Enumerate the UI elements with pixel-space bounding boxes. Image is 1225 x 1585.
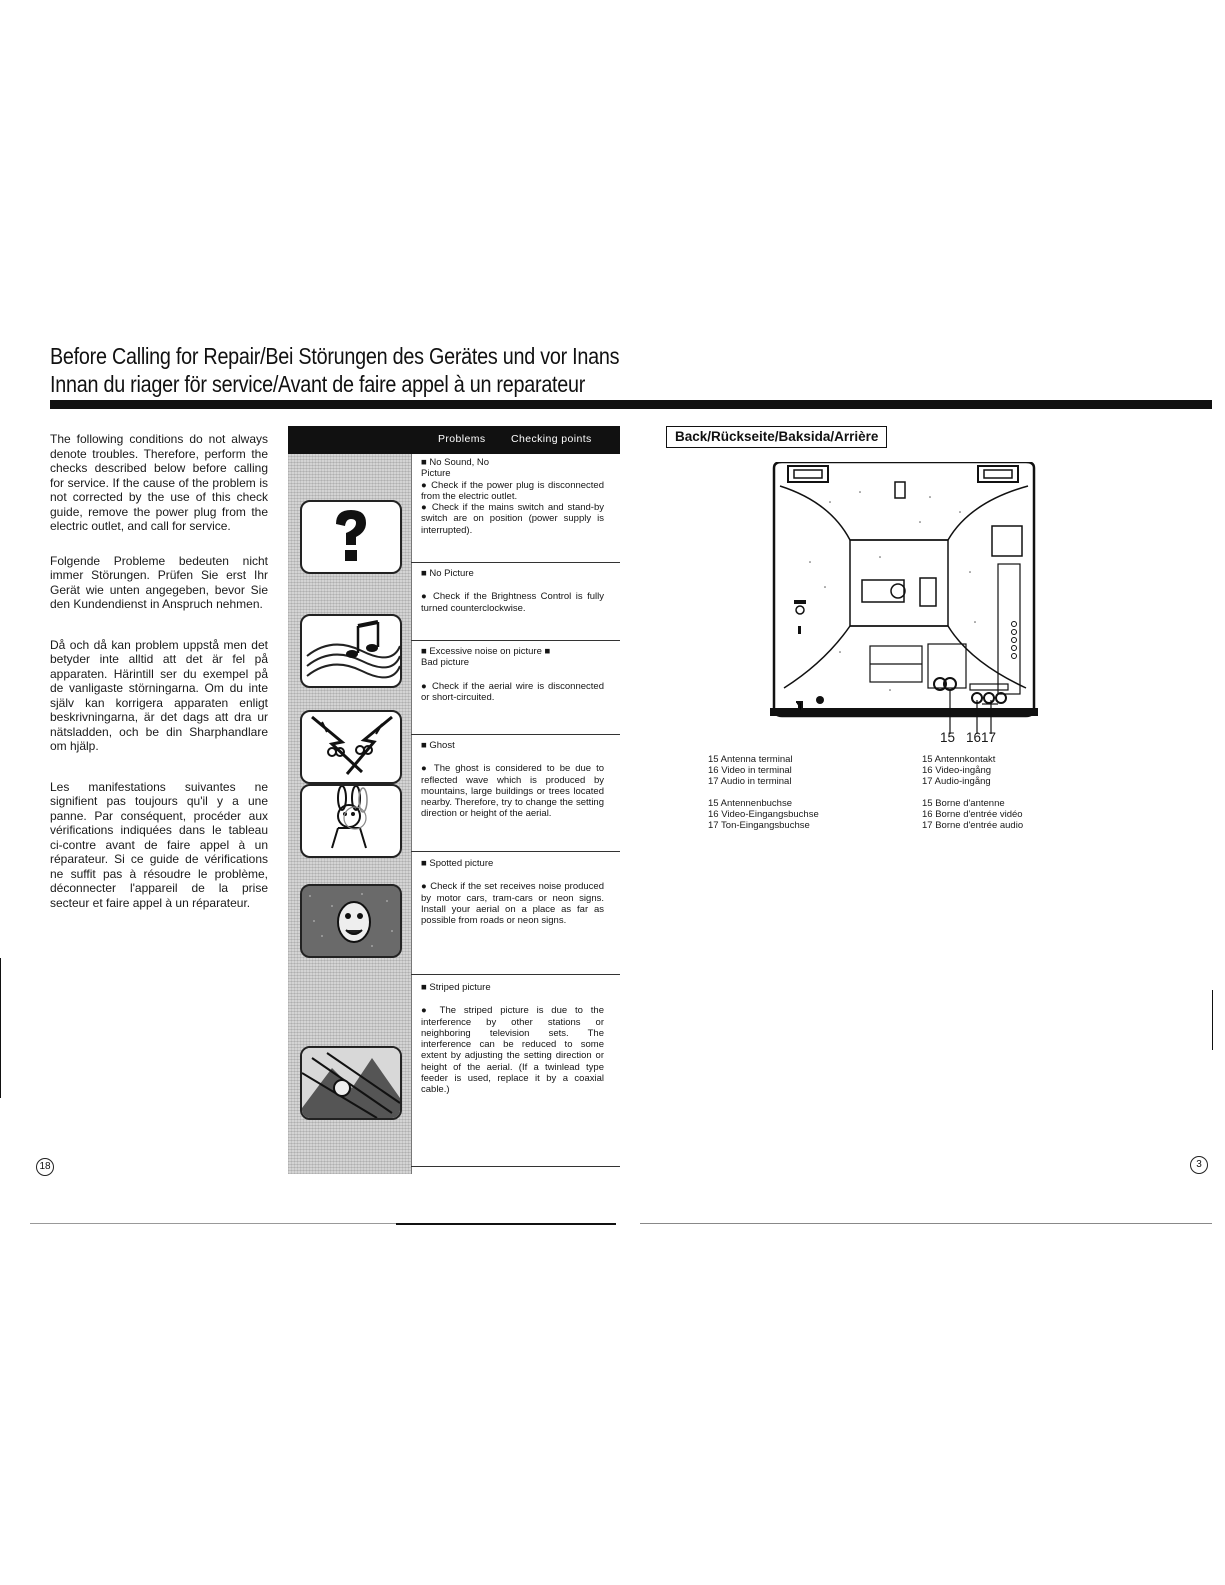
problem-text: ■ Excessive noise on picture ■ Bad picture bbox=[421, 646, 551, 669]
table-row bbox=[421, 568, 604, 614]
tv-back-diagram bbox=[770, 462, 1038, 729]
check-text: ● Check if the mains switch and stand-by switch are on position (power supply is interrupted). bbox=[421, 502, 604, 536]
label-audio-in-terminal: 17 Audio in terminal bbox=[708, 776, 792, 787]
label-audio-ingang: 17 Audio-ingång bbox=[922, 776, 991, 787]
table-row bbox=[421, 457, 604, 536]
table-row bbox=[421, 646, 604, 703]
title-rule bbox=[50, 400, 1212, 409]
table-row bbox=[421, 858, 604, 926]
music-notes-illustration bbox=[300, 614, 402, 688]
spotted-picture-illustration bbox=[300, 884, 402, 958]
label-borne-entree-video: 16 Borne d'entrée vidéo bbox=[922, 809, 1023, 820]
right-margin-mark bbox=[1212, 990, 1213, 1050]
row-divider bbox=[411, 562, 620, 563]
question-mark-illustration bbox=[300, 500, 402, 574]
label-video-in-terminal: 16 Video in terminal bbox=[708, 765, 792, 776]
page-number-left: 18 bbox=[36, 1158, 54, 1176]
ghost-rabbit-illustration bbox=[300, 784, 402, 858]
noise-lightning-illustration bbox=[300, 710, 402, 784]
table-row bbox=[421, 982, 604, 1096]
label-ton-eingangsbuchse: 17 Ton-Eingangsbuchse bbox=[708, 820, 810, 831]
check-text: ● Check if the power plug is disconnected from the electric outlet. bbox=[421, 479, 604, 502]
label-video-ingang: 16 Video-ingång bbox=[922, 765, 992, 776]
label-borne-antenne: 15 Borne d'antenne bbox=[922, 798, 1005, 809]
row-divider bbox=[411, 851, 620, 852]
row-divider bbox=[411, 1166, 620, 1167]
row-divider bbox=[411, 640, 620, 641]
intro-english: The following conditions do not always denote troubles. Therefore, perform the checks described below before calling for service. If the cause of the problem is not corrected by the use of this check guide, remove the power plug from the electric outlet, and call for service. bbox=[50, 432, 268, 533]
intro-german: Folgende Probleme bedeuten nicht immer Störungen. Prüfen Sie erst Ihr Gerät wie unten angegeben, bevor Sie den Kundendienst in Anspruch nehmen. bbox=[50, 553, 268, 611]
problem-text: ■ No Sound, No Picture bbox=[421, 457, 490, 480]
check-text: ● Check if the aerial wire is disconnected or short-circuited. bbox=[421, 680, 604, 703]
check-text: ● The striped picture is due to the interference by other stations or neighboring television sets. The interference can be reduced to some extent by adjusting the setting direction or height of the aerial. (If a twinlead type feeder is used, replace it by a coaxial cable.) bbox=[421, 1005, 604, 1096]
intro-swedish: Då och då kan problem uppstå men det betyder inte alltid att det är fel på apparaten. Härintill ser du exempel på de vanligaste störningarna. Om du inte själv kan korrigera apparaten enligt beskrivningarna, är det dags att dra ur nätsladden, och be din Sharphandlare om hjälp. bbox=[50, 637, 268, 753]
page-title-line2: Innan du riager för service/Avant de faire appel à un reparateur bbox=[50, 371, 586, 397]
header-checking-points: Checking points bbox=[511, 433, 592, 445]
problem-text: ■ Spotted picture bbox=[421, 858, 494, 869]
problem-text: ■ Striped picture bbox=[421, 982, 491, 993]
bottom-rule-right bbox=[640, 1223, 1212, 1224]
callout-15: 15 bbox=[940, 730, 956, 745]
left-margin-mark bbox=[0, 958, 1, 1098]
label-borne-entree-audio: 17 Borne d'entrée audio bbox=[922, 820, 1024, 831]
page-title-line1: Before Calling for Repair/Bei Störungen des Gerätes und vor Inans bbox=[50, 343, 620, 369]
striped-picture-illustration bbox=[300, 1046, 402, 1120]
label-antenna-terminal: 15 Antenna terminal bbox=[708, 754, 793, 765]
table-header bbox=[288, 426, 620, 454]
label-antennkontakt: 15 Antennkontakt bbox=[922, 754, 996, 765]
intro-french: Les manifestations suivantes ne signifient pas toujours qu'il y a une panne. Par conséquent, procéder aux vérifications indiquées dans le tableau ci-contre avant de faire appel à un réparateur. Si ce guide de vérifications ne suffit pas à résoudre le problème, déconnecter l'appareil de la prise secteur et faire appel à un réparateur. bbox=[50, 779, 268, 910]
illustration-column bbox=[288, 454, 412, 1174]
intro-text-column bbox=[50, 432, 268, 930]
check-text: ● Check if the Brightness Control is fully turned counterclockwise. bbox=[421, 591, 604, 614]
header-problems: Problems bbox=[438, 433, 486, 445]
row-divider bbox=[411, 734, 620, 735]
check-text: ● Check if the set receives noise produced by motor cars, tram-cars or neon signs. Install your aerial on a place as far as possible from roads or neon signs. bbox=[421, 881, 604, 927]
problem-text: ■ No Picture bbox=[421, 568, 474, 579]
row-divider bbox=[411, 974, 620, 975]
label-antennenbuchse: 15 Antennenbuchse bbox=[708, 798, 792, 809]
bottom-rule-center bbox=[396, 1223, 616, 1225]
callout-16-17: 1617 bbox=[966, 730, 997, 745]
problem-text: ■ Ghost bbox=[421, 740, 455, 751]
back-panel-title: Back/Rückseite/Baksida/Arrière bbox=[666, 426, 887, 448]
table-row bbox=[421, 740, 604, 820]
troubleshooting-table bbox=[288, 426, 620, 1174]
check-text: ● The ghost is considered to be due to reflected wave which is produced by mountains, large buildings or trees located nearby. Therefore, try to change the setting direction or height of the aerial. bbox=[421, 763, 604, 820]
page-number-right: 3 bbox=[1190, 1156, 1208, 1174]
label-video-eingangsbuchse: 16 Video-Eingangsbuchse bbox=[708, 809, 819, 820]
